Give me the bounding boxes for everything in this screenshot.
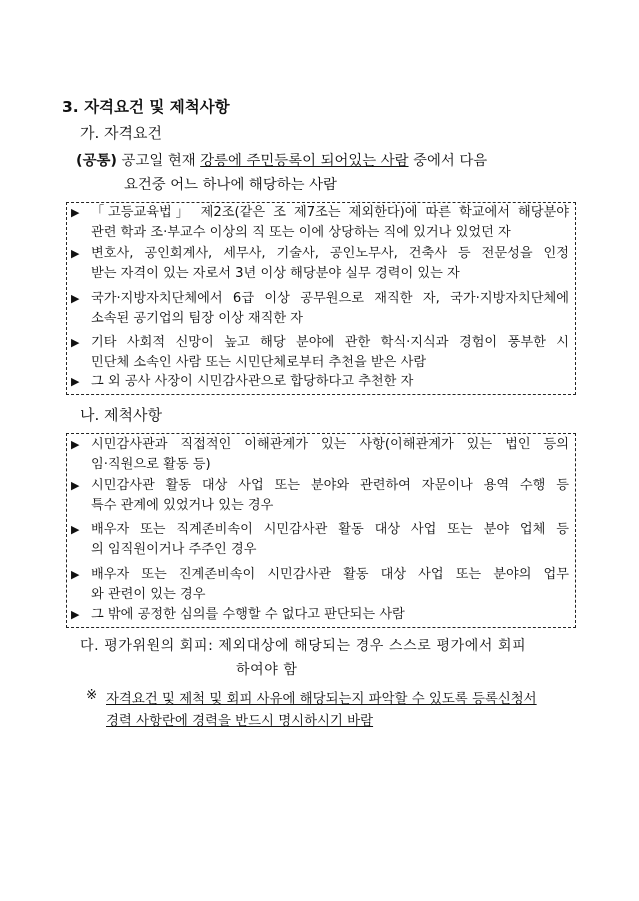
bullet-triangle-icon: ▶	[71, 568, 80, 581]
common-text-pre: 공고일 현재	[121, 153, 201, 169]
item-line1: 변호사, 공인회계사, 세무사, 기술사, 공인노무사, 건축사 등 전문성을 인정	[91, 246, 569, 261]
item-line1: 그 외 공사 사장이 시민감사관으로 합당하다고 추천한 자	[91, 374, 414, 389]
common-text-post: 중에서 다음	[408, 153, 488, 169]
common-tag: (공통)	[76, 153, 117, 169]
item-line1: 그 밖에 공정한 심의를 수행할 수 없다고 판단되는 사람	[91, 607, 405, 622]
section-title: 3. 자격요건 및 제척사항	[62, 98, 230, 116]
common-requirement-line1	[76, 149, 487, 170]
bullet-triangle-icon: ▶	[71, 438, 80, 451]
bullet-triangle-icon: ▶	[71, 247, 80, 260]
qualification-heading: 가. 자격요건	[80, 124, 162, 142]
item-line1: 국가·지방자치단체에서 6급 이상 공무원으로 재직한 자, 국가·지방자치단체에	[91, 291, 569, 306]
bullet-triangle-icon: ▶	[71, 292, 80, 305]
common-requirement-line2: 요건중 어느 하나에 해당하는 사람	[124, 177, 337, 193]
note-line1: 자격요건 및 제척 및 회피 사유에 해당되는지 파악할 수 있도록 등록신청서	[106, 692, 537, 707]
item-line2: 민단체 소속인 사람 또는 시민단체로부터 추천을 받은 사람	[91, 354, 427, 370]
qualification-item	[71, 333, 569, 372]
item-line2: 의 임직원이거나 주주인 경우	[91, 541, 257, 557]
item-line1: 시민감사관과 직접적인 이해관계가 있는 사항(이해관계가 있는 법인 등의	[91, 437, 569, 452]
bullet-triangle-icon: ▶	[71, 375, 80, 388]
recusal-line2: 하여야 함	[236, 662, 298, 678]
item-line1: 기타 사회적 신망이 높고 해당 분야에 관한 학식·지식과 경험이 풍부한 시	[91, 335, 569, 350]
note-mark: ※	[86, 688, 98, 703]
item-line2: 소속된 공기업의 팀장 이상 재직한 자	[91, 310, 304, 326]
exclusion-list-box	[66, 433, 576, 628]
item-line1: 배우자 또는 진계존비속이 시민감사관 활동 대상 사업 또는 분야의 업무	[91, 567, 569, 582]
bullet-triangle-icon: ▶	[71, 523, 80, 536]
exclusion-item	[71, 435, 569, 474]
note-line2: 경력 사항란에 경력을 반드시 명시하시기 바람	[106, 714, 374, 729]
exclusion-item	[71, 565, 569, 604]
bullet-triangle-icon: ▶	[71, 479, 80, 492]
qualification-item	[71, 289, 569, 328]
item-line2: 받는 자격이 있는 자로서 3년 이상 해당분야 실무 경력이 있는 자	[91, 265, 460, 281]
item-line2: 관련 학과 조·부교수 이상의 직 또는 이에 상당하는 직에 있거나 있었던 자	[91, 224, 511, 240]
item-line1: 「고등교육법」 제2조(같은 조 제7조는 제외한다)에 따른 학교에서 해당분야	[91, 205, 569, 220]
exclusion-item	[71, 476, 569, 515]
qualification-item	[71, 203, 569, 242]
residency-requirement: 강릉에 주민등록이 되어있는 사람	[200, 153, 409, 169]
item-line1: 배우자 또는 직계존비속이 시민감사관 활동 대상 사업 또는 분야 업체 등	[91, 522, 569, 537]
bullet-triangle-icon: ▶	[71, 608, 80, 621]
item-line2: 임·직원으로 활동 등)	[91, 456, 211, 472]
bullet-triangle-icon: ▶	[71, 336, 80, 349]
qualification-item	[71, 372, 569, 392]
item-line1: 시민감사관 활동 대상 사업 또는 분야와 관련하여 자문이나 용역 수행 등	[91, 478, 569, 493]
recusal-line1: 다. 평가위원의 회피: 제외대상에 해당되는 경우 스스로 평가에서 회피	[80, 638, 527, 654]
item-line2: 와 관련이 있는 경우	[91, 586, 206, 602]
item-line2: 특수 관계에 있었거나 있는 경우	[91, 497, 274, 513]
qualification-item	[71, 244, 569, 283]
bullet-triangle-icon: ▶	[71, 206, 80, 219]
qualification-list-box	[66, 202, 576, 395]
exclusion-item	[71, 605, 569, 625]
exclusion-heading: 나. 제척사항	[80, 406, 162, 424]
exclusion-item	[71, 520, 569, 559]
